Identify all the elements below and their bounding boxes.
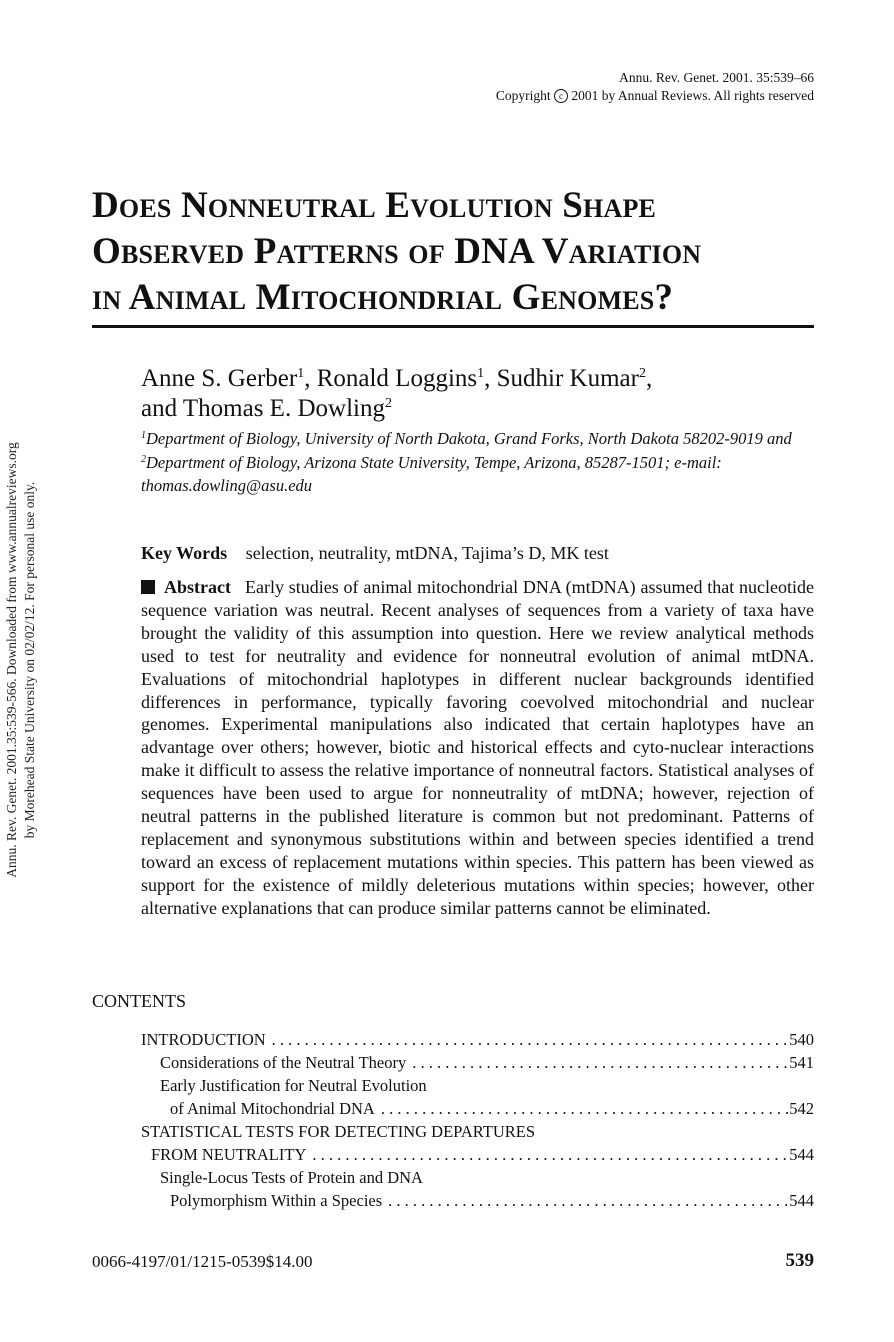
toc-entry[interactable] [141,1189,814,1212]
toc-leader [306,1143,789,1166]
authors-line-1: Anne S. Gerber$^1$, Ronald Loggins$^1$, Sudhir Kumar$^2$, [141,365,653,392]
toc-entry[interactable] [141,1166,814,1189]
keywords-text: selection, neutrality, mtDNA, Tajima’s D, MK test [245,543,609,563]
author-name: Sudhir Kumar [496,365,639,392]
citation-line: Annu. Rev. Genet. 2001. 35:539–66 [619,70,814,85]
title-divider [92,325,814,328]
authors-line-2 [141,394,652,424]
author-name: Anne S. Gerber [141,365,298,392]
toc-entry-title: Early Justification for Neutral Evolution [160,1076,427,1095]
toc-entry[interactable] [141,1143,814,1166]
abstract-text: Early studies of animal mitochondrial DNA (mtDNA) assumed that nucleotide sequence variation was neutral. Recent analyses of sequences from a variety of taxa have brought the validity of this assumption into question. Here we review analytical methods used to test for neutrality and evidence for nonneutral evolution of animal mtDNA. Evaluations of mitochondrial haplotypes in different nuclear backgrounds identified differences in performance, typically favoring coevolved mitochondrial and nuclear genomes. Experimental manipulations also indicated that certain haplotypes have an advantage over others; however, biotic and historical effects and cyto-nuclear interactions make it difficult to assess the relative importance of nonneutral factors. Statistical analyses of sequences have been used to argue for nonneutrality of mtDNA; however, rejection of neutral patterns in the published literature is common but not predominant. Patterns of replacement and synonymous substitutions within and between species identified a trend toward an excess of replacement mutations within species. This pattern has been viewed as support for the existence of mildly deleterious mutations within species; however, other alternative explanations that can produce similar patterns cannot be eliminated. [141,577,814,918]
toc-entry-title: Considerations of the Neutral Theory [160,1053,407,1072]
table-of-contents [141,1028,814,1212]
author-name: and Thomas E. Dowling [141,395,385,422]
journal-citation-header [496,69,814,105]
toc-entry-title: Single-Locus Tests of Protein and DNA [160,1168,423,1187]
author-affil-marker: 2 [384,396,392,411]
toc-entry-title: Polymorphism Within a Species [170,1191,383,1210]
toc-leader [266,1028,790,1051]
toc-entry[interactable] [141,1097,814,1120]
copyright-icon: c [554,89,568,103]
toc-page-number: 544 [789,1145,814,1164]
watermark-line-1: Annu. Rev. Genet. 2001.35:539-566. Downloaded from www.annualreviews.org [4,442,19,878]
abstract [141,576,814,920]
contents-heading: CONTENTS [92,991,186,1011]
watermark-line-2: by Morehead State University on 02/02/12. For personal use only. [22,481,37,839]
copyright-prefix: Copyright [495,88,551,103]
keywords [141,541,609,565]
author-affil-marker: 1 [297,366,305,381]
article-title [92,183,814,321]
toc-leader [375,1097,789,1120]
copyright-text: 2001 by Annual Reviews. All rights reserved [571,88,814,103]
title-line-1: Does Nonneutral Evolution Shape [92,185,657,226]
toc-leader [406,1051,789,1074]
toc-leader [382,1189,789,1212]
copyright-line [496,87,814,105]
toc-page-number: 541 [789,1053,814,1072]
abstract-label: Abstract [164,577,231,597]
title-line-3: in Animal Mitochondrial Genomes? [92,277,674,318]
toc-entry-title: FROM NEUTRALITY [151,1145,307,1164]
affil-marker: 1 [141,430,146,441]
article-code: 0066-4197/01/1215-0539$14.00 [92,1252,313,1271]
toc-entry-title: INTRODUCTION [141,1030,266,1049]
author-affiliations [141,427,821,498]
title-line-2: Observed Patterns of DNA Variation [92,231,702,272]
affil-marker: 2 [141,453,146,465]
download-watermark [3,380,43,940]
toc-entry[interactable] [141,1028,814,1051]
author-affil-marker: 2 [638,366,646,381]
toc-page-number: 542 [789,1099,814,1118]
author-affil-marker: 1 [477,366,485,381]
page-number: 539 [785,1250,814,1271]
toc-entry[interactable] [141,1120,814,1143]
affiliation-text: Department of Biology, University of North Dakota, Grand Forks, North Dakota 58202-9019 and [146,429,792,448]
toc-entry-title: of Animal Mitochondrial DNA [170,1099,375,1118]
toc-entry-title: STATISTICAL TESTS FOR DETECTING DEPARTURES [141,1122,536,1141]
toc-entry[interactable] [141,1074,814,1097]
keywords-label: Key Words [141,543,228,563]
toc-page-number: 544 [789,1191,814,1210]
toc-page-number: 540 [789,1030,814,1049]
author-name: Ronald Loggins [316,365,478,392]
square-bullet-icon [141,580,155,594]
author-list [141,364,652,424]
toc-entry[interactable] [141,1051,814,1074]
affiliation-text: Department of Biology, Arizona State University, Tempe, Arizona, 85287-1501; e-mail: thomas.dowling@asu.edu [141,452,722,495]
